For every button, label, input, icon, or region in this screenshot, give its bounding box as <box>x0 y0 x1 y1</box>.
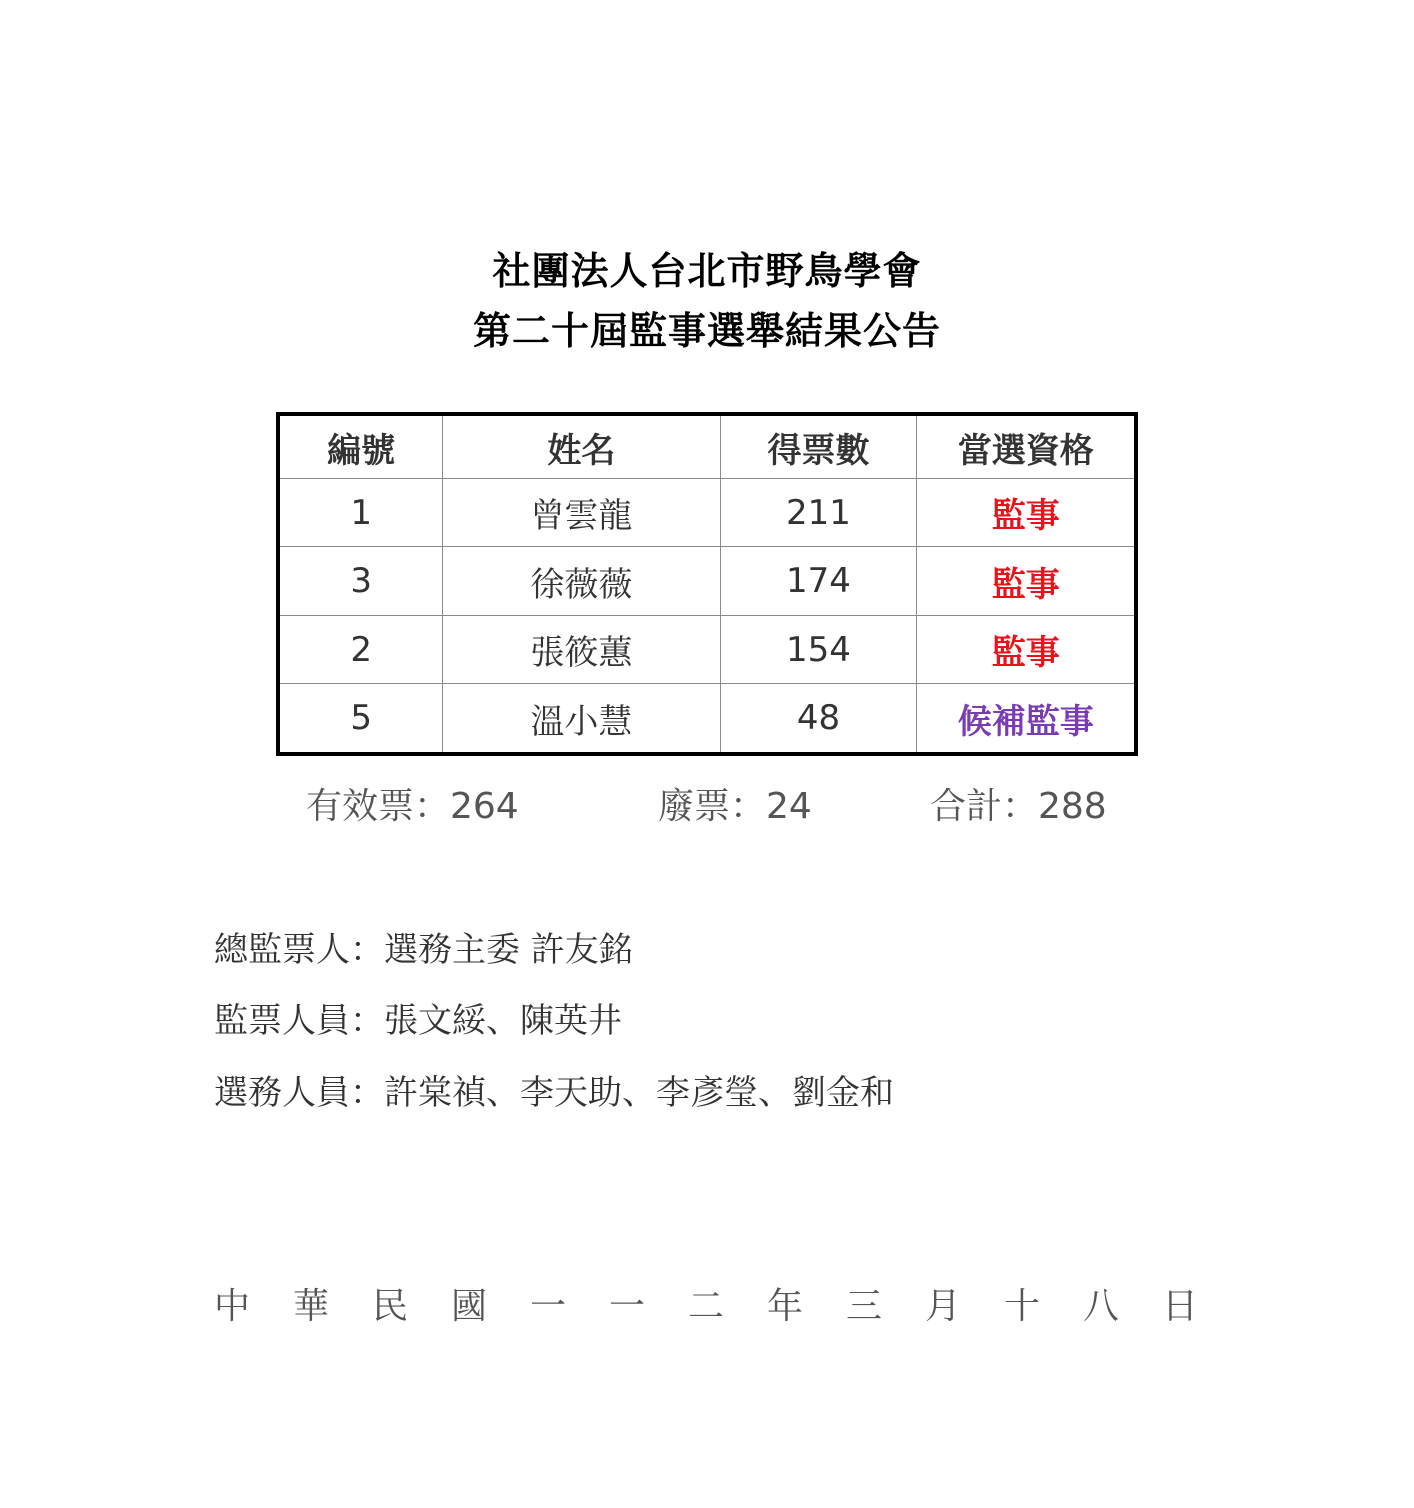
election-staff-line: 選務人員：許棠禎、李天助、李彥瑩、劉金和 <box>214 1073 894 1113</box>
date-char: 十 <box>1004 1286 1041 1327</box>
date-char: 月 <box>925 1286 962 1327</box>
document-subtitle: 第二十屆監事選舉結果公告 <box>472 309 941 353</box>
date-char: 二 <box>688 1286 725 1327</box>
header-votes: 得票數 <box>720 414 917 479</box>
table-row <box>278 479 1136 547</box>
header-status: 當選資格 <box>917 414 1136 479</box>
date-char: 一 <box>609 1286 646 1327</box>
table-row <box>278 684 1136 754</box>
cell-votes: 154 <box>720 615 917 683</box>
cell-votes: 211 <box>720 479 917 547</box>
cell-name: 徐薇薇 <box>443 547 720 615</box>
date-char: 三 <box>846 1286 883 1327</box>
chief-supervisor-line: 總監票人：選務主委 許友銘 <box>214 930 633 970</box>
cell-status: 監事 <box>917 479 1136 547</box>
cell-name: 曾雲龍 <box>443 479 720 547</box>
void-votes: 廢票：24 <box>658 786 812 827</box>
date-char: 一 <box>530 1286 567 1327</box>
header-number: 編號 <box>278 414 443 479</box>
results-table <box>276 412 1138 756</box>
cell-name: 溫小慧 <box>443 684 720 754</box>
valid-votes: 有效票：264 <box>306 786 519 827</box>
cell-number: 3 <box>278 547 443 615</box>
cell-status: 候補監事 <box>917 684 1136 754</box>
date-char: 八 <box>1083 1286 1120 1327</box>
date-char: 中 <box>214 1286 251 1327</box>
cell-number: 1 <box>278 479 443 547</box>
table-row <box>278 615 1136 683</box>
supervisors-line: 監票人員：張文綏、陳英井 <box>214 1001 622 1041</box>
table-row <box>278 547 1136 615</box>
document-title: 社團法人台北市野鳥學會 <box>492 249 922 293</box>
table-header-row <box>278 414 1136 479</box>
cell-name: 張筱蕙 <box>443 615 720 683</box>
date-char: 日 <box>1162 1286 1199 1327</box>
cell-status: 監事 <box>917 547 1136 615</box>
date-char: 國 <box>451 1286 488 1327</box>
total-votes: 合計：288 <box>930 786 1107 827</box>
date-char: 民 <box>372 1286 409 1327</box>
date-char: 年 <box>767 1286 804 1327</box>
cell-votes: 48 <box>720 684 917 754</box>
cell-votes: 174 <box>720 547 917 615</box>
document-date <box>214 1278 1214 1329</box>
cell-number: 2 <box>278 615 443 683</box>
cell-number: 5 <box>278 684 443 754</box>
header-name: 姓名 <box>443 414 720 479</box>
date-char: 華 <box>293 1286 330 1327</box>
cell-status: 監事 <box>917 615 1136 683</box>
